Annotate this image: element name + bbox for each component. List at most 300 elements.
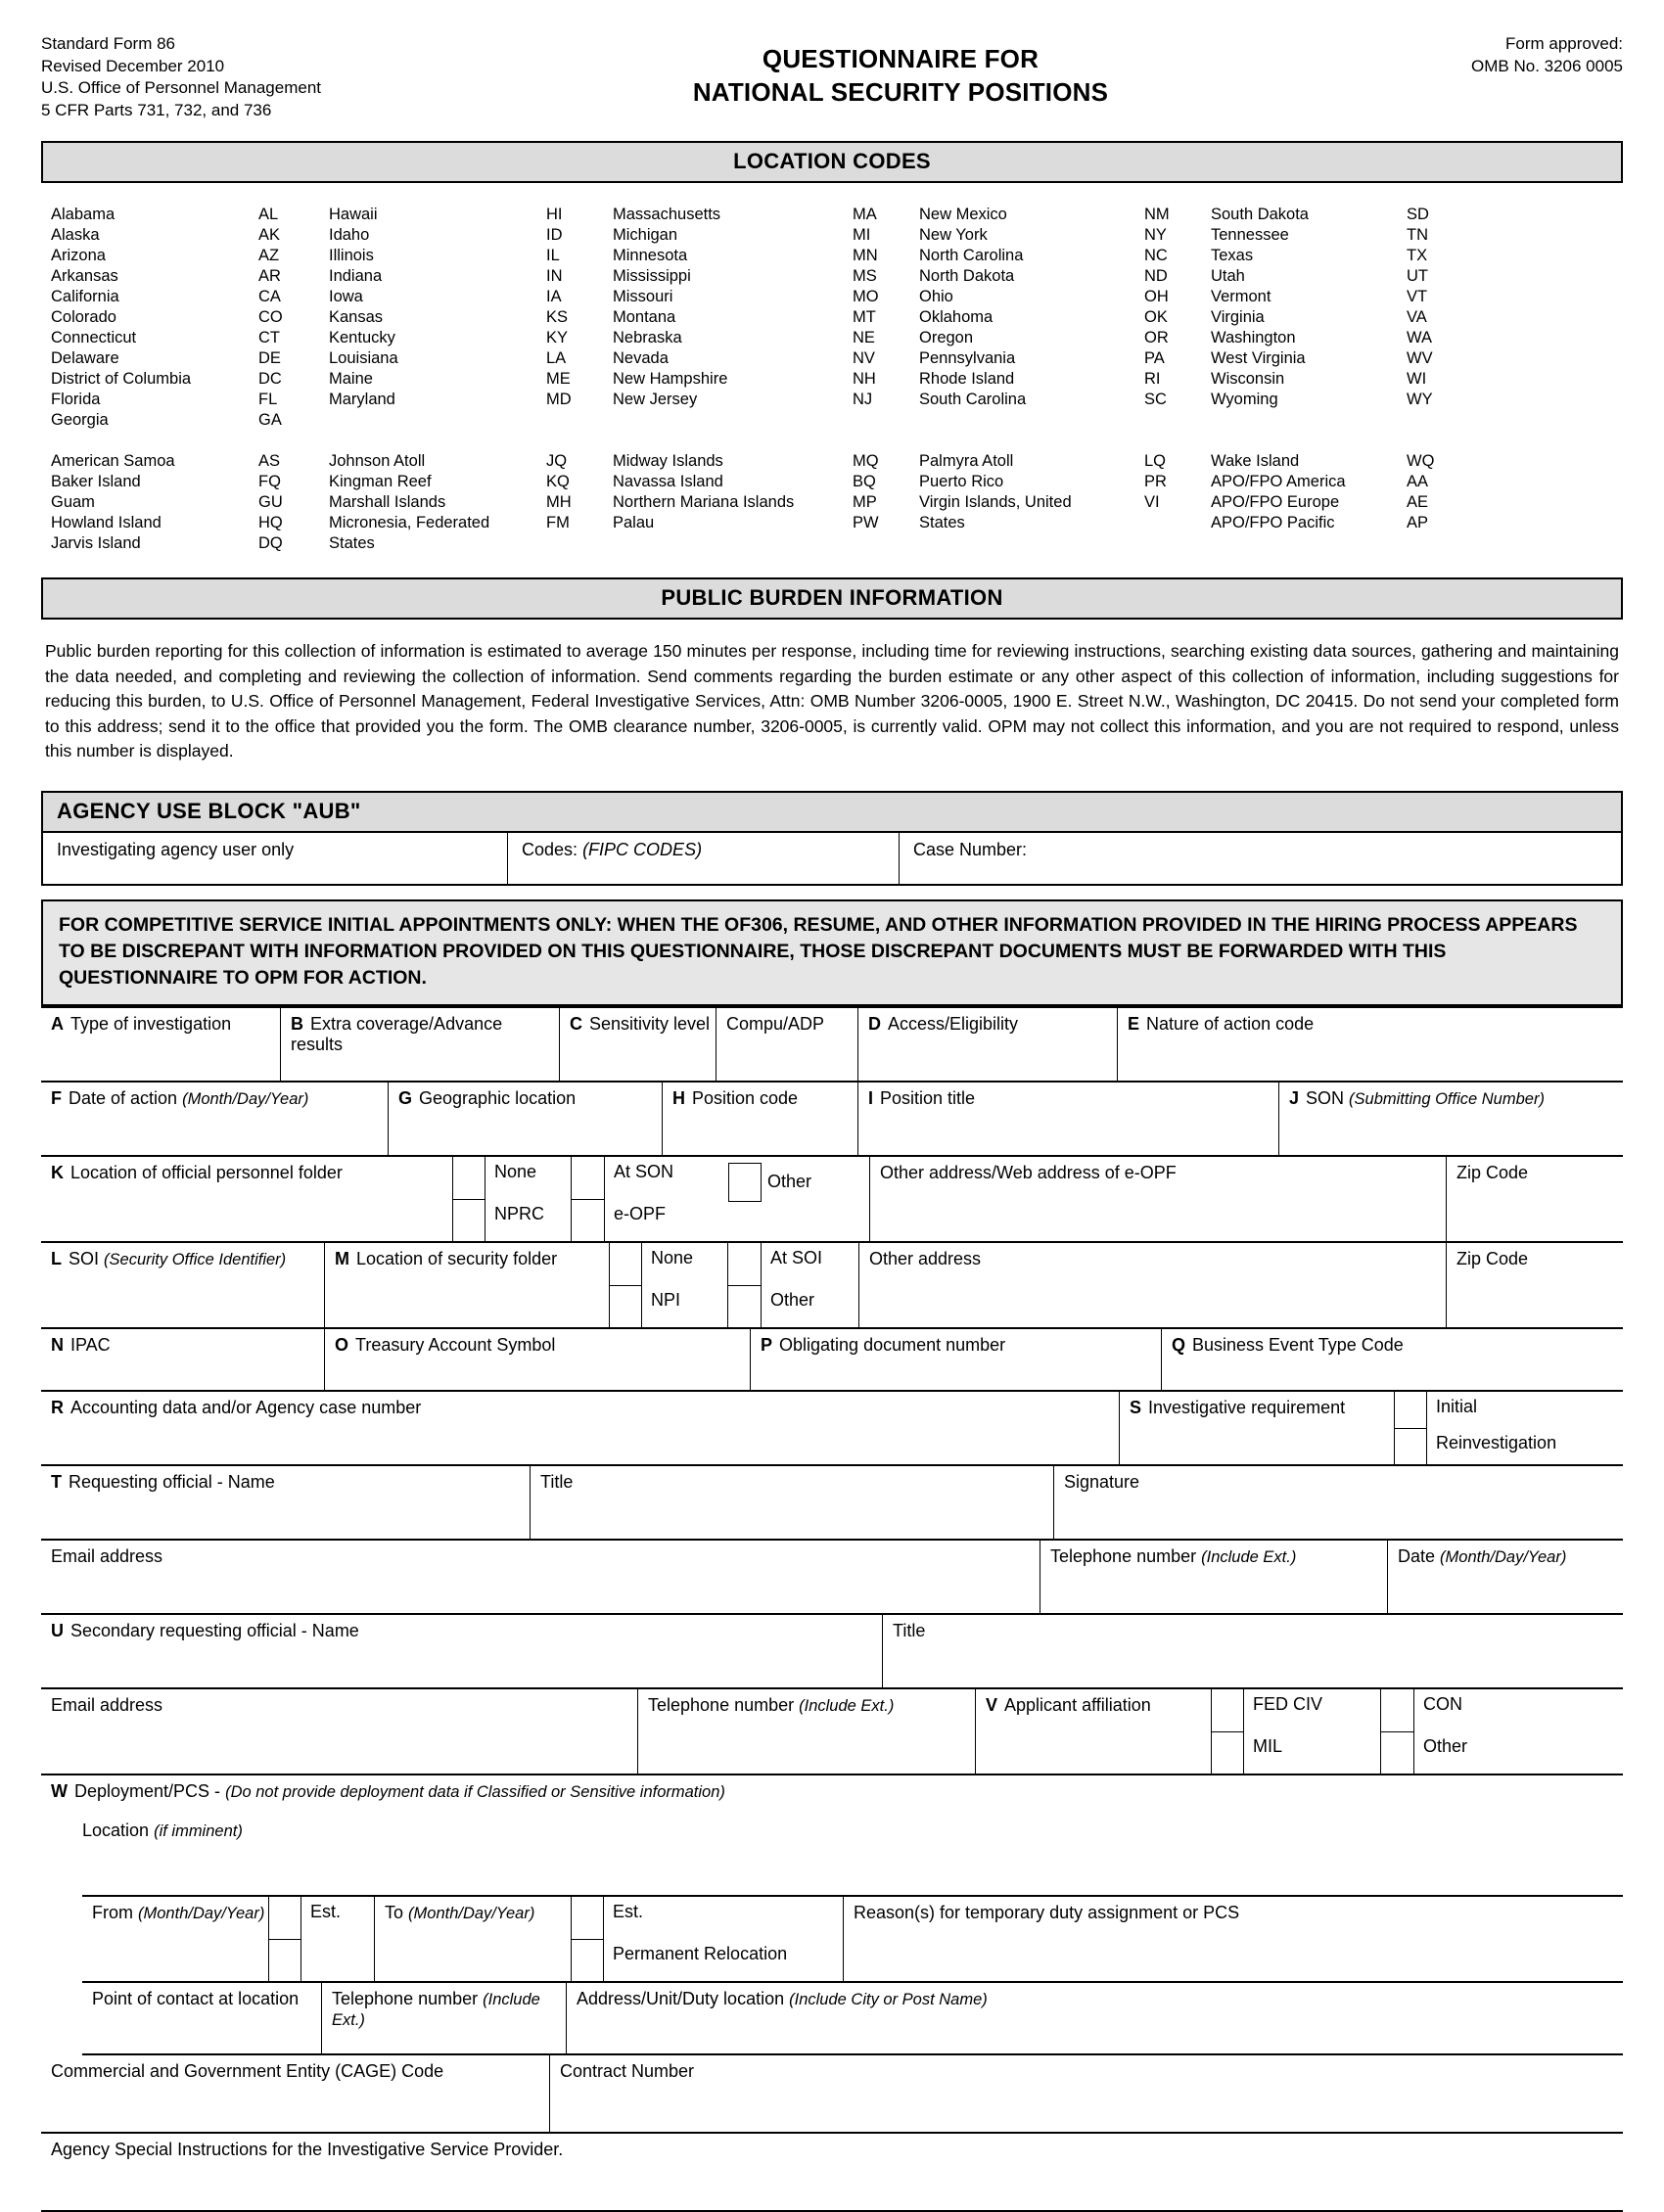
location-code: PW — [853, 514, 879, 532]
location-code: OR — [1144, 329, 1169, 347]
location-name: Jarvis Island — [51, 534, 141, 553]
location-code: MO — [853, 288, 879, 306]
field-p-obligating-document-number[interactable] — [751, 1329, 1162, 1390]
field-telephone-secondary-sublabel: (Include Ext.) — [799, 1697, 895, 1716]
location-code: KQ — [546, 473, 570, 491]
location-name: Mississippi — [613, 267, 691, 286]
field-k-checkbox-group-1[interactable] — [452, 1157, 485, 1241]
field-t-title-label: Title — [540, 1472, 574, 1493]
location-name: Virginia — [1211, 308, 1265, 327]
location-name: Kansas — [329, 308, 384, 327]
location-code: WV — [1407, 349, 1433, 368]
location-code: NM — [1144, 206, 1170, 224]
location-code: GA — [258, 411, 282, 430]
field-c-sensitivity-level[interactable] — [560, 1008, 716, 1081]
case-number-field[interactable] — [900, 833, 1621, 884]
location-code: CO — [258, 308, 283, 327]
location-code-row — [41, 472, 1623, 492]
location-code: FM — [546, 514, 570, 532]
checkbox-v-mil[interactable] — [1212, 1732, 1243, 1774]
page-title-line2: NATIONAL SECURITY POSITIONS — [692, 76, 1109, 107]
location-code: MP — [853, 493, 877, 512]
location-name — [1211, 410, 1407, 431]
location-name: Wyoming — [1211, 391, 1278, 409]
field-k-other-address[interactable] — [869, 1157, 1447, 1241]
field-to-sublabel: (Month/Day/Year) — [408, 1905, 535, 1923]
checkbox-s-reinvestigation[interactable] — [1395, 1429, 1426, 1465]
form-row-email-secondary — [41, 1689, 1623, 1775]
field-l-soi[interactable] — [41, 1243, 325, 1327]
location-name — [919, 410, 1144, 431]
location-code-row — [41, 410, 1623, 431]
location-codes-header: LOCATION CODES — [41, 141, 1623, 183]
location-code-row — [41, 390, 1623, 410]
form-id-line: U.S. Office of Personnel Management — [41, 78, 322, 98]
territory-codes-group — [41, 451, 1623, 554]
field-m-label: Location of security folder — [356, 1249, 558, 1269]
field-m-checkbox-group-2[interactable] — [728, 1243, 762, 1327]
field-to-labels — [604, 1897, 844, 1981]
location-name: Johnson Atoll — [329, 452, 426, 471]
field-h-label: Position code — [692, 1088, 799, 1109]
checkbox-v-fed-civ[interactable] — [1212, 1689, 1243, 1732]
form-row-special-instructions — [41, 2134, 1623, 2212]
location-name: Florida — [51, 391, 101, 409]
location-code: DQ — [258, 534, 283, 553]
form-row-fghij — [41, 1083, 1623, 1157]
location-code-row — [41, 513, 1623, 533]
field-k-zip-code[interactable] — [1447, 1157, 1623, 1241]
field-k-labels-1 — [485, 1157, 572, 1241]
location-code: NH — [853, 370, 876, 389]
field-from-date[interactable] — [82, 1897, 268, 1981]
field-u-title-label: Title — [893, 1621, 926, 1641]
location-code: TX — [1407, 247, 1428, 265]
field-s-checkbox-group[interactable] — [1394, 1392, 1427, 1464]
label-v-other: Other — [1423, 1736, 1468, 1757]
checkbox-k-none[interactable] — [453, 1157, 485, 1200]
checkbox-k-nprc[interactable] — [453, 1200, 485, 1242]
location-code: NC — [1144, 247, 1168, 265]
field-j-son[interactable] — [1279, 1083, 1623, 1155]
location-name: Maine — [329, 370, 373, 389]
field-f-sublabel: (Month/Day/Year) — [182, 1090, 309, 1109]
field-g-geographic-location[interactable] — [389, 1083, 663, 1155]
form-identification — [41, 33, 452, 121]
field-s-investigative-requirement[interactable] — [1120, 1392, 1394, 1464]
field-letter-q: Q — [1172, 1335, 1186, 1356]
location-name — [613, 533, 853, 554]
field-address-unit-duty-location[interactable] — [567, 1983, 1623, 2053]
field-letter-r: R — [51, 1398, 64, 1418]
field-m-checkbox-group-1[interactable] — [609, 1243, 642, 1327]
location-code: AZ — [258, 247, 280, 265]
location-code: MN — [853, 247, 878, 265]
field-q-label: Business Event Type Code — [1192, 1335, 1404, 1356]
field-reasons-tdy-pcs[interactable] — [844, 1897, 1623, 1981]
field-letter-d: D — [868, 1014, 881, 1035]
field-letter-s: S — [1130, 1398, 1142, 1418]
checkbox-m-none[interactable] — [610, 1243, 641, 1286]
field-from-checkbox-group[interactable] — [268, 1897, 301, 1981]
field-t-title[interactable] — [531, 1466, 1054, 1539]
checkbox-m-other[interactable] — [728, 1286, 761, 1328]
location-name: Baker Island — [51, 473, 141, 491]
field-letter-g: G — [398, 1088, 413, 1109]
codes-field[interactable] — [508, 833, 900, 884]
field-u-title[interactable] — [883, 1615, 1623, 1687]
location-code: BQ — [853, 473, 876, 491]
label-k-eopf: e-OPF — [614, 1204, 667, 1224]
checkbox-k-other[interactable] — [728, 1163, 762, 1202]
location-code: AR — [258, 267, 281, 286]
location-name: West Virginia — [1211, 349, 1306, 368]
field-letter-t: T — [51, 1472, 62, 1493]
field-letter-l: L — [51, 1249, 62, 1269]
location-name: Virgin Islands, United — [919, 493, 1072, 512]
location-code-row — [41, 328, 1623, 348]
location-name: Texas — [1211, 247, 1254, 265]
location-name: New Mexico — [919, 206, 1007, 224]
location-name: South Dakota — [1211, 206, 1309, 224]
field-v-checkbox-group-2[interactable] — [1381, 1689, 1414, 1774]
location-code-row — [41, 451, 1623, 472]
field-s-labels — [1427, 1392, 1623, 1464]
public-burden-header: PUBLIC BURDEN INFORMATION — [41, 577, 1623, 620]
location-code — [853, 533, 919, 554]
location-code: MI — [853, 226, 871, 245]
field-to-date[interactable] — [375, 1897, 571, 1981]
location-code-row — [41, 348, 1623, 369]
label-s-initial: Initial — [1436, 1397, 1478, 1417]
field-i-label: Position title — [880, 1088, 976, 1109]
field-c-compu-adp[interactable] — [716, 1008, 858, 1081]
location-name: Washington — [1211, 329, 1296, 347]
field-a-type-of-investigation[interactable] — [41, 1008, 281, 1081]
checkbox-to-est[interactable] — [572, 1897, 603, 1940]
form-row-w-location — [41, 1815, 1623, 1895]
form-row-t — [41, 1466, 1623, 1541]
field-email-primary[interactable] — [41, 1541, 1040, 1613]
label-s-reinvestigation: Reinvestigation — [1436, 1433, 1557, 1453]
field-telephone-primary[interactable] — [1040, 1541, 1388, 1613]
investigating-agency-label: Investigating agency user only — [57, 840, 295, 860]
location-code: AL — [258, 206, 279, 224]
label-m-none: None — [651, 1248, 694, 1268]
investigating-agency-field[interactable] — [43, 833, 508, 884]
location-name: Vermont — [1211, 288, 1271, 306]
checkbox-s-initial[interactable] — [1395, 1392, 1426, 1429]
location-code: VI — [1144, 493, 1160, 512]
agency-use-block-header: AGENCY USE BLOCK "AUB" — [41, 791, 1623, 833]
field-r-accounting-data[interactable] — [41, 1392, 1120, 1464]
location-code: VA — [1407, 308, 1427, 327]
location-code — [1407, 410, 1465, 431]
checkbox-to-permanent-relocation[interactable] — [572, 1940, 603, 1982]
location-code: MH — [546, 493, 572, 512]
location-name: Palau — [613, 514, 655, 532]
location-code: IN — [546, 267, 563, 286]
field-m-other-address[interactable] — [859, 1243, 1447, 1327]
field-c-compu-adp-label: Compu/ADP — [726, 1014, 825, 1035]
location-name: New Jersey — [613, 391, 698, 409]
location-code: WQ — [1407, 452, 1435, 471]
field-email-secondary[interactable] — [41, 1689, 638, 1774]
label-to-est: Est. — [613, 1902, 644, 1922]
location-code-row — [41, 246, 1623, 266]
checkbox-k-at-son[interactable] — [572, 1157, 604, 1200]
page-title-line1: QUESTIONNAIRE FOR — [762, 44, 1040, 73]
field-telephone-primary-label: Telephone number — [1050, 1546, 1197, 1567]
location-code: IA — [546, 288, 562, 306]
location-name: Wisconsin — [1211, 370, 1285, 389]
codes-label: Codes: — [522, 840, 578, 860]
field-poc-telephone-sublabel: (Include Ext.) — [332, 1991, 540, 2030]
field-to-checkbox-group[interactable] — [571, 1897, 604, 1981]
field-letter-o: O — [335, 1335, 349, 1356]
field-c-label: Sensitivity level — [589, 1014, 711, 1035]
field-poc-telephone[interactable] — [322, 1983, 567, 2053]
form-row-rs — [41, 1392, 1623, 1466]
location-name: Micronesia, Federated — [329, 514, 490, 532]
field-poc-label: Point of contact at location — [92, 1989, 300, 2009]
location-code: AP — [1407, 514, 1429, 532]
field-cage-label: Commercial and Government Entity (CAGE) Code — [51, 2061, 444, 2082]
location-code: ND — [1144, 267, 1168, 286]
field-v-checkbox-group-1[interactable] — [1211, 1689, 1244, 1774]
field-d-access-eligibility[interactable] — [858, 1008, 1118, 1081]
label-v-con: CON — [1423, 1694, 1462, 1715]
codes-hint: (FIPC CODES) — [582, 840, 703, 860]
label-k-nprc: NPRC — [494, 1204, 545, 1224]
field-w-location-sublabel: (if imminent) — [154, 1822, 243, 1841]
location-name: Michigan — [613, 226, 678, 245]
case-number-label: Case Number: — [913, 840, 1028, 860]
checkbox-from-blank — [269, 1940, 300, 1982]
location-name — [613, 410, 853, 431]
field-f-date-of-action[interactable] — [41, 1083, 389, 1155]
field-date-primary-sublabel: (Month/Day/Year) — [1440, 1548, 1567, 1567]
field-letter-a: A — [51, 1014, 64, 1035]
field-k-checkbox-group-2[interactable] — [572, 1157, 605, 1241]
location-code: FL — [258, 391, 278, 409]
field-q-business-event-type-code[interactable] — [1162, 1329, 1623, 1390]
location-name: Georgia — [51, 411, 109, 430]
location-name: Howland Island — [51, 514, 162, 532]
field-point-of-contact[interactable] — [82, 1983, 322, 2053]
field-letter-k: K — [51, 1163, 64, 1183]
field-h-position-code[interactable] — [663, 1083, 858, 1155]
field-m-other-address-label: Other address — [869, 1249, 982, 1269]
field-t-label: Requesting official - Name — [69, 1472, 275, 1493]
location-name: Kingman Reef — [329, 473, 432, 491]
field-telephone-secondary-label: Telephone number — [648, 1695, 795, 1716]
location-name: Kentucky — [329, 329, 395, 347]
field-date-primary-label: Date — [1398, 1546, 1436, 1567]
field-address-unit-sublabel: (Include City or Post Name) — [789, 1991, 988, 2009]
location-code: NJ — [853, 391, 873, 409]
agency-use-block-row — [41, 833, 1623, 886]
location-code: AA — [1407, 473, 1429, 491]
field-email-primary-label: Email address — [51, 1546, 163, 1567]
field-letter-w: W — [51, 1781, 68, 1802]
location-name: Guam — [51, 493, 95, 512]
location-code: IL — [546, 247, 560, 265]
form-id-line: Revised December 2010 — [41, 56, 225, 75]
field-k-other-wrap — [722, 1157, 869, 1241]
location-code-row — [41, 225, 1623, 246]
field-t-requesting-official-name[interactable] — [41, 1466, 531, 1539]
label-k-at-son: At SON — [614, 1162, 674, 1182]
location-code: WI — [1407, 370, 1427, 389]
field-n-label: IPAC — [70, 1335, 111, 1356]
location-name: California — [51, 288, 119, 306]
location-code-row — [41, 307, 1623, 328]
field-b-extra-coverage[interactable] — [281, 1008, 560, 1081]
checkbox-m-at-soi[interactable] — [728, 1243, 761, 1286]
location-name: Wake Island — [1211, 452, 1300, 471]
public-burden-text: Public burden reporting for this collection of information is estimated to average 150 minutes per response, including time for reviewing instructions, searching existing data sources, gathering and maintaining the data needed, and completing and reviewing the collection of information. Send comments regarding the burden estimate or any other aspect of this collection of information, including suggestions for reducing this burden, to U.S. Office of Personnel Management, Federal Investigative Services, Attn: OMB Number 3206-0005, 1900 E. Street N.W., Washington, DC 20415. Do not send your completed form to this address; send it to the office that provided you the form. The OMB clearance number, 3206-0005, is currently valid. OPM may not collect this information, and you are not required to respond, unless this number is displayed. — [45, 641, 1619, 760]
location-code: AE — [1407, 493, 1429, 512]
location-name: Iowa — [329, 288, 363, 306]
location-code — [1407, 533, 1465, 554]
checkbox-v-other[interactable] — [1381, 1732, 1413, 1774]
location-name: Missouri — [613, 288, 673, 306]
field-v-label: Applicant affiliation — [1004, 1695, 1151, 1716]
field-w-location[interactable] — [41, 1815, 1623, 1895]
form-row-from-to — [82, 1895, 1623, 1983]
location-code: WY — [1407, 391, 1433, 409]
location-name: Arkansas — [51, 267, 118, 286]
field-k-opf-location[interactable] — [41, 1157, 452, 1241]
location-code-row — [41, 533, 1623, 554]
field-email-secondary-label: Email address — [51, 1695, 163, 1716]
checkbox-k-eopf[interactable] — [572, 1200, 604, 1242]
location-name: Indiana — [329, 267, 383, 286]
location-code — [1144, 533, 1211, 554]
field-f-label: Date of action — [69, 1088, 178, 1109]
location-name: Nebraska — [613, 329, 682, 347]
location-name: Ohio — [919, 288, 953, 306]
field-from-label: From — [92, 1903, 133, 1923]
form-row-email-primary — [41, 1541, 1623, 1615]
location-code: MA — [853, 206, 877, 224]
field-i-position-title[interactable] — [858, 1083, 1279, 1155]
location-name: North Dakota — [919, 267, 1015, 286]
location-code — [853, 410, 919, 431]
location-code-row — [41, 369, 1623, 390]
location-name — [919, 533, 1144, 554]
field-l-label: SOI — [69, 1249, 100, 1269]
field-telephone-primary-sublabel: (Include Ext.) — [1201, 1548, 1297, 1567]
location-code: DE — [258, 349, 281, 368]
field-e-nature-of-action-code[interactable] — [1118, 1008, 1623, 1081]
location-code: OH — [1144, 288, 1169, 306]
location-code: CA — [258, 288, 281, 306]
location-name: APO/FPO Pacific — [1211, 514, 1335, 532]
field-special-instructions-label: Agency Special Instructions for the Investigative Service Provider. — [51, 2140, 564, 2160]
field-special-instructions[interactable] — [41, 2134, 1623, 2210]
field-contract-number[interactable] — [550, 2055, 1623, 2132]
location-name: APO/FPO America — [1211, 473, 1346, 491]
checkbox-v-con[interactable] — [1381, 1689, 1413, 1732]
field-t-signature[interactable] — [1054, 1466, 1623, 1539]
form-row-abcde — [41, 1008, 1623, 1083]
location-code: HQ — [258, 514, 283, 532]
field-contract-label: Contract Number — [560, 2061, 695, 2082]
form-row-lm — [41, 1243, 1623, 1329]
location-name: Alabama — [51, 206, 116, 224]
location-code: AK — [258, 226, 281, 245]
location-name: Rhode Island — [919, 370, 1015, 389]
label-to-permanent-relocation: Permanent Relocation — [613, 1944, 788, 1964]
field-letter-n: N — [51, 1335, 64, 1356]
form-row-cage-contract — [41, 2055, 1623, 2134]
form-row-k — [41, 1157, 1623, 1243]
field-g-label: Geographic location — [419, 1088, 577, 1109]
field-telephone-secondary[interactable] — [638, 1689, 976, 1774]
field-m-security-folder[interactable] — [325, 1243, 609, 1327]
field-u-secondary-official-name[interactable] — [41, 1615, 883, 1687]
location-code — [1144, 513, 1211, 533]
field-letter-v: V — [986, 1695, 998, 1716]
location-code: PR — [1144, 473, 1167, 491]
field-o-label: Treasury Account Symbol — [355, 1335, 556, 1356]
checkbox-m-npi[interactable] — [610, 1286, 641, 1328]
location-code: MT — [853, 308, 876, 327]
location-code: NY — [1144, 226, 1167, 245]
location-name: APO/FPO Europe — [1211, 493, 1340, 512]
field-m-zip-code[interactable] — [1447, 1243, 1623, 1327]
location-code: KY — [546, 329, 569, 347]
label-from-blank — [301, 1939, 374, 1981]
field-from-sublabel: (Month/Day/Year) — [138, 1905, 265, 1923]
field-s-label: Investigative requirement — [1148, 1398, 1346, 1418]
form-approved-label: Form approved: — [1505, 34, 1623, 53]
field-address-unit-label: Address/Unit/Duty location — [577, 1989, 785, 2009]
location-name: Tennessee — [1211, 226, 1289, 245]
location-code: LA — [546, 349, 567, 368]
location-name: Utah — [1211, 267, 1245, 286]
location-code-row — [41, 492, 1623, 513]
location-codes-table — [41, 205, 1623, 554]
field-date-primary[interactable] — [1388, 1541, 1623, 1613]
location-name: Puerto Rico — [919, 473, 1004, 491]
field-m-zip-label: Zip Code — [1456, 1249, 1529, 1269]
field-w-deployment-pcs — [41, 1775, 1623, 1815]
location-code: FQ — [258, 473, 281, 491]
field-e-label: Nature of action code — [1146, 1014, 1315, 1035]
location-code: VT — [1407, 288, 1428, 306]
location-name: Oklahoma — [919, 308, 994, 327]
location-name: Marshall Islands — [329, 493, 446, 512]
field-letter-b: B — [291, 1014, 303, 1035]
field-w-label: Deployment/PCS - — [74, 1781, 221, 1802]
location-code: MS — [853, 267, 877, 286]
field-o-treasury-account-symbol[interactable] — [325, 1329, 751, 1390]
field-v-applicant-affiliation[interactable] — [976, 1689, 1211, 1774]
field-m-labels-1 — [642, 1243, 728, 1327]
field-n-ipac[interactable] — [41, 1329, 325, 1390]
state-codes-group — [41, 205, 1623, 431]
location-name: Idaho — [329, 226, 370, 245]
field-cage-code[interactable] — [41, 2055, 550, 2132]
location-name: Illinois — [329, 247, 374, 265]
field-letter-m: M — [335, 1249, 349, 1269]
checkbox-from-est[interactable] — [269, 1897, 300, 1940]
field-k-label: Location of official personnel folder — [70, 1163, 343, 1183]
field-l-sublabel: (Security Office Identifier) — [104, 1251, 287, 1269]
